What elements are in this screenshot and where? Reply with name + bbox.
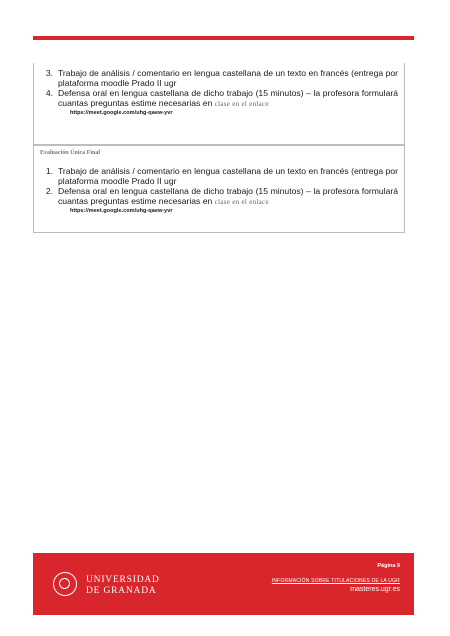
page-number: Página 9 [377,563,400,569]
first-list-box [33,63,405,145]
item-number: 4. [45,88,53,98]
meet-link[interactable]: https://meet.google.com/uhg-qaew-yvr [70,208,173,214]
site-link[interactable]: masteres.ugr.es [350,586,400,593]
university-seal-icon [53,572,77,596]
item-text-tail: clase en el enlace [214,100,269,108]
item-text [58,88,398,109]
university-name-line2: DE GRANADA [86,586,157,596]
item-text: Trabajo de análisis / comentario en lengua castellana de un texto en francés (entrega por plataforma moodle Prado II ugr [58,166,398,186]
list-item [40,166,398,186]
list-item [40,68,398,88]
evaluation-list [40,63,398,109]
final-evaluation-list [40,166,398,207]
header-rule [33,36,414,40]
page-footer [33,553,414,615]
final-evaluation-box [33,145,405,233]
item-text-tail: clase en el enlace [214,198,269,206]
meet-link[interactable]: https://meet.google.com/uhg-qaew-yvr [70,110,173,116]
item-number: 2. [45,186,53,196]
list-item [40,88,398,109]
list-item [40,186,398,207]
item-text-main: Defensa oral en lengua castellana de dicho trabajo (15 minutos) – la profesora formulará cuantas preguntas estime necesarias en [58,88,398,108]
item-number: 1. [45,166,53,176]
info-link[interactable]: INFORMACIÓN SOBRE TITULACIONES DE LA UGR [271,578,400,584]
item-text [58,186,398,207]
item-text: Trabajo de análisis / comentario en lengua castellana de un texto en francés (entrega por plataforma moodle Prado II ugr [58,68,398,88]
university-name-line1: UNIVERSIDAD [86,575,160,585]
item-text-main: Defensa oral en lengua castellana de dicho trabajo (15 minutos) – la profesora formulará cuantas preguntas estime necesarias en [58,186,398,206]
item-number: 3. [45,68,53,78]
section-title: Evaluación Única Final [40,150,101,156]
